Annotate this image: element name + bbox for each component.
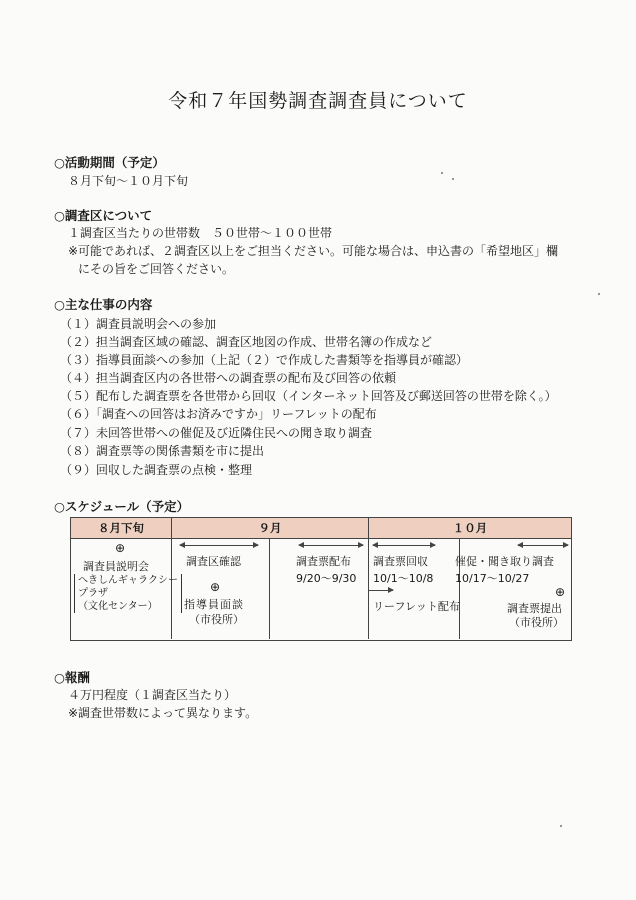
- scan-speck: [441, 172, 443, 174]
- submit-label: 調査票提出: [507, 602, 562, 615]
- period-arrow: [299, 545, 363, 546]
- venue-line: プラザ: [78, 588, 108, 599]
- interview-place: （市役所）: [189, 613, 244, 626]
- column-september: ９月: [258, 521, 282, 535]
- area-note-line1: ※可能であれば、２調査区以上をご担当ください。可能な場合は、申込書の「希望地区」欄: [68, 244, 559, 258]
- scan-speck: [598, 293, 600, 295]
- venue-line: （文化センター）: [78, 601, 158, 612]
- duty-item: （７）未回答世帯への催促及び近隣住民への聞き取り調査: [60, 426, 373, 440]
- reward-heading: ○報酬: [54, 670, 90, 685]
- column-august: ８月下旬: [98, 521, 144, 535]
- submit-place: （市役所）: [509, 616, 564, 629]
- venue-line: へきしんギャラクシー: [78, 575, 178, 586]
- area-households: １調査区当たりの世帯数 ５０世帯～１００世帯: [68, 226, 333, 240]
- duties-heading: ○主な仕事の内容: [54, 297, 153, 312]
- period-arrow: [180, 545, 258, 546]
- distribution-label: 調査票配布: [296, 555, 351, 568]
- venue-box: [74, 574, 182, 613]
- duty-item: （５）配布した調査票を各世帯から回収（インターネット回答及び郵送回答の世帯を除く。）: [60, 389, 557, 403]
- period-arrow: [368, 590, 393, 591]
- schedule-table: [70, 517, 572, 641]
- collection-label: 調査票回収: [373, 555, 428, 568]
- duty-item: （１）調査員説明会への参加: [60, 317, 217, 331]
- reminder-dates: 10/17～10/27: [455, 572, 530, 585]
- orientation-label: 調査員説明会: [83, 560, 149, 573]
- area-check-label: 調査区確認: [186, 555, 241, 568]
- activity-period: ８月下旬～１０月下旬: [68, 174, 189, 188]
- column-divider: [368, 518, 369, 639]
- location-marker-icon: ⊕: [555, 585, 566, 599]
- column-divider: [269, 538, 270, 639]
- duty-item: （８）調査票等の関係書類を市に提出: [60, 444, 265, 458]
- interview-label: 指導員面談: [184, 598, 244, 611]
- scan-speck: [452, 178, 454, 180]
- reward-amount: ４万円程度（１調査区当たり）: [68, 688, 237, 702]
- period-arrow: [518, 545, 568, 546]
- area-note-line2: にその旨をご回答ください。: [78, 262, 235, 276]
- period-arrow: [373, 545, 435, 546]
- activity-heading: ○活動期間（予定）: [54, 155, 165, 170]
- reward-note: ※調査世帯数によって異なります。: [68, 706, 258, 720]
- page-title: 令和７年国勢調査調査員について: [168, 90, 468, 112]
- reminder-label: 催促・聞き取り調査: [455, 555, 554, 568]
- duty-item: （９）回収した調査票の点検・整理: [60, 463, 253, 477]
- location-marker-icon: ⊕: [210, 580, 221, 594]
- column-october: １０月: [452, 521, 488, 535]
- collection-dates: 10/1～10/8: [373, 572, 434, 585]
- leaflet-label: リーフレット配布: [373, 600, 460, 613]
- duty-item: （４）担当調査区内の各世帯への調査票の配布及び回答の依頼: [60, 371, 397, 385]
- duty-item: （６）「調査への回答はお済みですか」リーフレットの配布: [60, 407, 377, 421]
- schedule-heading: ○スケジュール（予定）: [54, 499, 190, 514]
- distribution-dates: 9/20～9/30: [296, 572, 357, 585]
- duty-item: （２）担当調査区域の確認、調査区地図の作成、世帯名簿の作成など: [60, 335, 433, 349]
- scan-speck: [560, 825, 562, 827]
- schedule-header-row: [71, 518, 571, 539]
- location-marker-icon: ⊕: [115, 541, 126, 555]
- area-heading: ○調査区について: [54, 208, 153, 223]
- duty-item: （３）指導員面談への参加（上記（２）で作成した書類等を指導員が確認）: [60, 353, 469, 367]
